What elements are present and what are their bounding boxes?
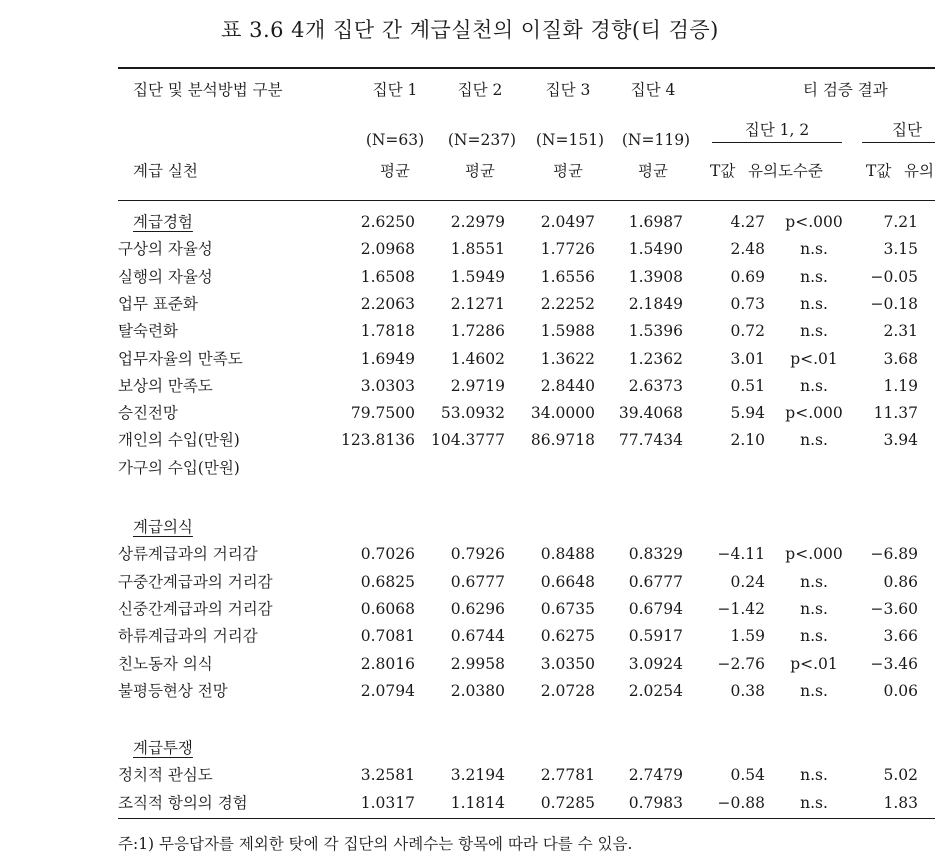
significance-1-2: n.s. <box>800 267 828 286</box>
row-label: 불평등현상 전망 <box>118 681 228 700</box>
group-2-mean: 0.7926 <box>450 545 505 564</box>
header-group-3: 집단 3 <box>545 81 591 99</box>
group-4-mean: 0.7983 <box>628 793 683 812</box>
top-rule <box>118 67 935 69</box>
group-2-mean: 2.2979 <box>450 213 505 231</box>
header-n-2: (N=237) <box>447 131 517 149</box>
group-1-mean: 0.7026 <box>360 545 415 564</box>
t-value-2: 3.68 <box>883 349 918 368</box>
group-1-mean: 2.6250 <box>360 213 415 231</box>
group-2-mean: 1.1814 <box>450 793 505 812</box>
group-3-mean: 0.6275 <box>540 627 595 646</box>
section-heading: 계급경험 <box>133 213 193 231</box>
t-value-2: 1.83 <box>883 793 918 812</box>
row-label: 가구의 수입(만원) <box>118 458 240 477</box>
group-3-mean: 1.7726 <box>540 240 595 259</box>
group-1-mean: 123.8136 <box>341 431 415 450</box>
t-value-1-2: 1.59 <box>730 627 765 646</box>
significance-1-2: n.s. <box>800 431 828 450</box>
group-3-mean: 1.6556 <box>540 267 595 286</box>
t-value-1-2: 5.94 <box>730 404 765 423</box>
group-3-mean: 0.6735 <box>540 599 595 618</box>
t-value-1-2: −1.42 <box>717 599 765 618</box>
group-2-mean: 2.9719 <box>450 376 505 395</box>
t-value-1-2: −2.76 <box>717 654 765 673</box>
t-value-2: 0.06 <box>883 681 918 700</box>
t-value-2: 0.86 <box>883 572 918 591</box>
header-pair-2: 집단 <box>862 120 935 143</box>
group-4-mean: 1.2362 <box>628 349 683 368</box>
group-2-mean: 2.9958 <box>450 654 505 673</box>
header-group-4: 집단 4 <box>630 81 676 99</box>
section-heading: 계급투쟁 <box>133 739 193 757</box>
row-label: 친노동자 의식 <box>118 654 213 673</box>
group-2-mean: 1.4602 <box>450 349 505 368</box>
header-sig: 유의도수준 <box>748 162 823 180</box>
row-label: 업무 표준화 <box>118 294 198 313</box>
group-1-mean: 2.2063 <box>360 294 415 313</box>
group-2-mean: 2.0380 <box>450 681 505 700</box>
t-value-2: 2.31 <box>883 322 918 341</box>
row-label: 개인의 수입(만원) <box>118 431 240 450</box>
group-2-mean: 104.3777 <box>431 431 505 450</box>
row-label: 신중간계급과의 거리감 <box>118 599 273 618</box>
group-3-mean: 1.3622 <box>540 349 595 368</box>
header-pair-1-2: 집단 1, 2 <box>712 120 842 143</box>
group-4-mean: 39.4068 <box>618 404 683 423</box>
group-2-mean: 1.5949 <box>450 267 505 286</box>
significance-1-2: p<.000 <box>785 213 843 231</box>
group-3-mean: 86.9718 <box>530 431 595 450</box>
header-tval-2: T값 <box>866 162 892 180</box>
t-value-2: 3.66 <box>883 627 918 646</box>
group-1-mean: 0.6068 <box>360 599 415 618</box>
header-group-2: 집단 2 <box>457 81 503 99</box>
group-1-mean: 1.7818 <box>360 322 415 341</box>
header-n-1: (N=63) <box>365 131 425 149</box>
group-1-mean: 79.7500 <box>350 404 415 423</box>
header-mean-3: 평균 <box>553 162 583 180</box>
group-3-mean: 2.8440 <box>540 376 595 395</box>
group-1-mean: 1.6949 <box>360 349 415 368</box>
group-4-mean: 1.6987 <box>628 213 683 231</box>
group-4-mean: 3.0924 <box>628 654 683 673</box>
row-label: 조직적 항의의 경험 <box>118 793 248 812</box>
header-mean-4: 평균 <box>638 162 668 180</box>
t-value-1-2: 0.38 <box>730 681 765 700</box>
group-1-mean: 0.6825 <box>360 572 415 591</box>
group-3-mean: 0.7285 <box>540 793 595 812</box>
t-value-1-2: 0.54 <box>730 766 765 785</box>
t-value-2: 1.19 <box>883 376 918 395</box>
group-1-mean: 2.0968 <box>360 240 415 259</box>
group-3-mean: 3.0350 <box>540 654 595 673</box>
row-label: 상류계급과의 거리감 <box>118 545 258 564</box>
row-label: 구상의 자율성 <box>118 240 213 259</box>
group-2-mean: 1.7286 <box>450 322 505 341</box>
t-value-1-2: −0.88 <box>717 793 765 812</box>
table-title: 표 3.6 4개 집단 간 계급실천의 이질화 경향(티 검증) <box>221 18 719 42</box>
header-mean-2: 평균 <box>465 162 495 180</box>
group-3-mean: 2.7781 <box>540 766 595 785</box>
bottom-rule <box>118 818 935 819</box>
group-4-mean: 1.3908 <box>628 267 683 286</box>
group-4-mean: 0.5917 <box>628 627 683 646</box>
group-3-mean: 0.6648 <box>540 572 595 591</box>
group-1-mean: 2.0794 <box>360 681 415 700</box>
significance-1-2: p<.01 <box>790 349 838 368</box>
group-4-mean: 2.6373 <box>628 376 683 395</box>
group-3-mean: 1.5988 <box>540 322 595 341</box>
row-label: 승진전망 <box>118 404 178 423</box>
significance-1-2: p<.000 <box>785 545 843 564</box>
group-1-mean: 3.2581 <box>360 766 415 785</box>
t-value-2: 3.94 <box>883 431 918 450</box>
t-value-2: 11.37 <box>873 404 918 423</box>
t-value-1-2: 2.10 <box>730 431 765 450</box>
group-1-mean: 3.0303 <box>360 376 415 395</box>
row-label: 정치적 관심도 <box>118 766 213 785</box>
row-label: 구중간계급과의 거리감 <box>118 572 273 591</box>
significance-1-2: n.s. <box>800 294 828 313</box>
header-sig-2: 유의 <box>904 162 934 180</box>
group-4-mean: 2.7479 <box>628 766 683 785</box>
row-label: 탈숙련화 <box>118 322 178 341</box>
group-4-mean: 1.5490 <box>628 240 683 259</box>
t-value-1-2: 0.69 <box>730 267 765 286</box>
t-value-2: −3.60 <box>870 599 918 618</box>
group-3-mean: 0.8488 <box>540 545 595 564</box>
header-ttest-label: 티 검증 결과 <box>803 81 888 99</box>
header-mean-1: 평균 <box>380 162 410 180</box>
group-1-mean: 1.0317 <box>360 793 415 812</box>
t-value-2: 7.21 <box>883 213 918 231</box>
group-2-mean: 1.8551 <box>450 240 505 259</box>
group-3-mean: 2.2252 <box>540 294 595 313</box>
significance-1-2: n.s. <box>800 599 828 618</box>
header-n-3: (N=151) <box>535 131 605 149</box>
group-4-mean: 2.1849 <box>628 294 683 313</box>
header-n-4: (N=119) <box>621 131 691 149</box>
group-3-mean: 2.0728 <box>540 681 595 700</box>
header-col-label-top: 집단 및 분석방법 구분 <box>133 81 283 99</box>
group-4-mean: 2.0254 <box>628 681 683 700</box>
group-2-mean: 3.2194 <box>450 766 505 785</box>
t-value-1-2: 0.72 <box>730 322 765 341</box>
group-2-mean: 0.6744 <box>450 627 505 646</box>
group-2-mean: 53.0932 <box>440 404 505 423</box>
significance-1-2: n.s. <box>800 376 828 395</box>
t-value-2: 5.02 <box>883 766 918 785</box>
t-value-1-2: 0.51 <box>730 376 765 395</box>
t-value-2: −6.89 <box>870 545 918 564</box>
t-value-2: −3.46 <box>870 654 918 673</box>
t-value-2: −0.18 <box>870 294 918 313</box>
t-value-1-2: 3.01 <box>730 349 765 368</box>
significance-1-2: n.s. <box>800 681 828 700</box>
group-4-mean: 0.8329 <box>628 545 683 564</box>
group-2-mean: 0.6296 <box>450 599 505 618</box>
row-label: 보상의 만족도 <box>118 376 213 395</box>
group-3-mean: 2.0497 <box>540 213 595 231</box>
significance-1-2: p<.000 <box>785 404 843 423</box>
group-2-mean: 0.6777 <box>450 572 505 591</box>
group-1-mean: 1.6508 <box>360 267 415 286</box>
group-1-mean: 0.7081 <box>360 627 415 646</box>
table-note: 주:1) 무응답자를 제외한 탓에 각 집단의 사례수는 항목에 따라 다를 수 있음. <box>118 835 633 853</box>
row-label: 실행의 자율성 <box>118 267 213 286</box>
group-4-mean: 77.7434 <box>618 431 683 450</box>
t-value-2: 3.15 <box>883 240 918 259</box>
header-rule <box>118 200 935 201</box>
section-heading: 계급의식 <box>133 518 193 536</box>
group-4-mean: 0.6794 <box>628 599 683 618</box>
row-label: 업무자율의 만족도 <box>118 349 243 368</box>
group-4-mean: 1.5396 <box>628 322 683 341</box>
group-2-mean: 2.1271 <box>450 294 505 313</box>
t-value-1-2: 0.24 <box>730 572 765 591</box>
header-group-1: 집단 1 <box>372 81 418 99</box>
significance-1-2: n.s. <box>800 240 828 259</box>
group-4-mean: 0.6777 <box>628 572 683 591</box>
t-value-1-2: 2.48 <box>730 240 765 259</box>
significance-1-2: p<.01 <box>790 654 838 673</box>
significance-1-2: n.s. <box>800 793 828 812</box>
t-value-1-2: 0.73 <box>730 294 765 313</box>
t-value-1-2: 4.27 <box>730 213 765 231</box>
header-col-label-bottom: 계급 실천 <box>133 162 198 180</box>
row-label: 하류계급과의 거리감 <box>118 627 258 646</box>
header-tval: T값 <box>710 162 736 180</box>
significance-1-2: n.s. <box>800 766 828 785</box>
t-value-1-2: −4.11 <box>717 545 765 564</box>
group-3-mean: 34.0000 <box>530 404 595 423</box>
group-1-mean: 2.8016 <box>360 654 415 673</box>
significance-1-2: n.s. <box>800 627 828 646</box>
t-value-2: −0.05 <box>870 267 918 286</box>
significance-1-2: n.s. <box>800 572 828 591</box>
significance-1-2: n.s. <box>800 322 828 341</box>
